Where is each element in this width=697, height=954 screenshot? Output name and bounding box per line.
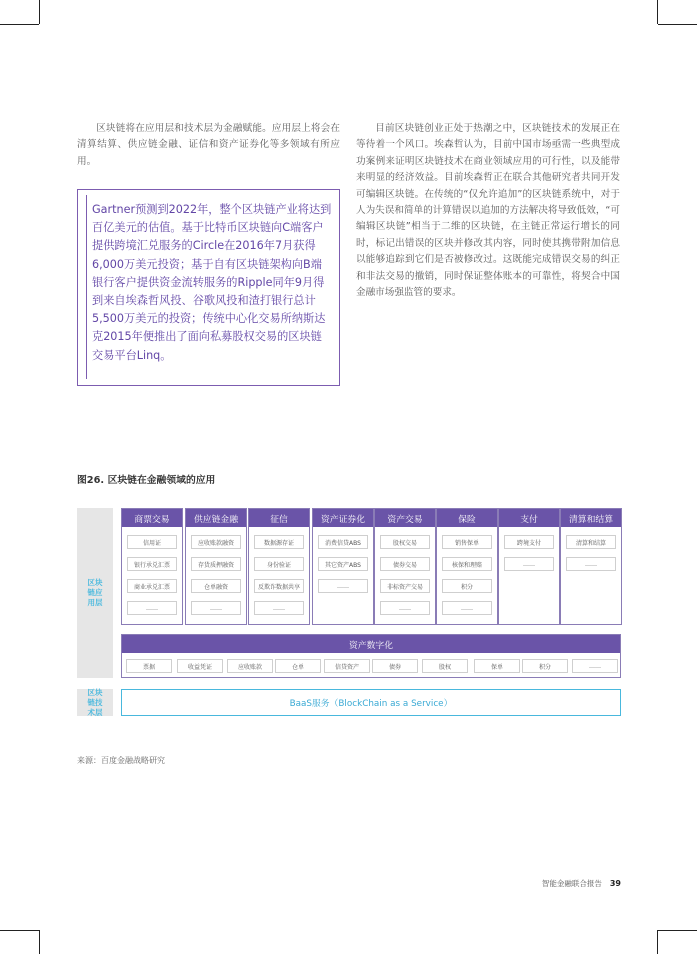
application-item: 其它资产ABS [318,557,368,571]
asset-item: 积分 [522,659,568,673]
application-item: 商业承兑汇票 [127,579,177,593]
crop-mark [658,930,697,931]
application-item: 数据源存证 [254,535,304,549]
application-column [121,508,183,625]
application-item: 销售保单 [442,535,492,549]
crop-mark [0,930,39,931]
application-column [185,508,247,625]
application-item: 股权交易 [380,535,430,549]
asset-digitization-box [121,634,621,678]
column-header: 支付 [499,509,559,527]
quote-bar [86,195,87,379]
asset-digitization-header: 资产数字化 [122,635,620,653]
application-item: 非标资产交易 [380,579,430,593]
application-item: 积分 [442,579,492,593]
application-column [560,508,622,625]
application-item: …… [380,601,430,615]
application-item: …… [318,579,368,593]
application-item: 存货质押融资 [191,557,241,571]
column-header: 供应链金融 [186,509,246,527]
app-layer-label [77,508,113,678]
application-item: 消费信贷ABS [318,535,368,549]
column-header: 清算和结算 [561,509,621,527]
column-header: 商票交易 [122,509,182,527]
application-column [312,508,374,625]
application-item: …… [127,601,177,615]
asset-item: 信贷资产 [324,659,370,673]
application-item: 身份验证 [254,557,304,571]
crop-mark [657,0,658,24]
application-item: …… [191,601,241,615]
application-item: 银行承兑汇票 [127,557,177,571]
crop-mark [39,930,40,954]
asset-item: 债券 [372,659,418,673]
quote-box [77,189,340,386]
asset-item: 仓单 [275,659,321,673]
footer-title: 智能金融联合报告 [541,879,602,888]
application-item: …… [504,557,554,571]
asset-item: 收益凭证 [177,659,223,673]
application-column [498,508,560,625]
asset-item: …… [572,659,618,673]
source-note: 来源：百度金融战略研究 [77,756,165,765]
column-header: 保险 [437,509,497,527]
app-layer-text: 区块链应用层 [87,578,103,607]
application-item: 信用证 [127,535,177,549]
left-paragraph: 区块链将在应用层和技术层为金融赋能。应用层上将会在清算结算、供应链金融、证信和资产证券化等多领域有所应用。 [77,123,340,167]
crop-mark [658,24,697,25]
crop-mark [39,0,40,24]
application-item: 应收账款融资 [191,535,241,549]
quote-text: Gartner预测到2022年，整个区块链产业将达到百亿美元的估值。基于比特币区块链向C端客户提供跨境汇兑服务的Circle在2016年7月获得6,000万美元投资；基于自有区块链架构向B端银行客户提供资金流转服务的Ripple同年9月得到来自埃森哲风投、谷歌风投和渣打银行总计5,500万美元的投资；传统中心化交易所纳斯达克2015年便推出了面向私募股权交易的区块链交易平台Linq。 [92,203,332,362]
application-item: …… [442,601,492,615]
asset-item: 应收账款 [227,659,273,673]
application-column [374,508,436,625]
footer [542,878,621,889]
application-item: 反欺诈数据共享 [254,579,304,593]
column-header: 资产交易 [375,509,435,527]
application-item: …… [254,601,304,615]
crop-mark [0,24,39,25]
asset-item: 保单 [474,659,520,673]
asset-item: 股权 [422,659,468,673]
column-header: 资产证券化 [313,509,373,527]
application-item: 债券交易 [380,557,430,571]
right-paragraph: 目前区块链创业正处于热潮之中，区块链技术的发展正在等待着一个风口。埃森哲认为，目前中国市场亟需一些典型成功案例来证明区块链技术在商业领域应用的可行性，以及能带来明显的经济效益。目前埃森哲正在联合其他研究者共同开发可编辑区块链。在传统的“仅允许追加”的区块链系统中，对于人为失误和简单的计算错误以追加的方法解决将导致低效，“可编辑区块链”相当于二维的区块链，在主链正常运行增长的同时，标记出错误的区块并修改其内容，同时使其携带附加信息以能够追踪到它们是否被修改过。这既能完成错误交易的纠正和非法交易的撤销，同时保证整体账本的可靠性，将契合中国金融市场强监管的要求。 [356,123,621,299]
application-item: …… [566,557,616,571]
application-item: 跨境支付 [504,535,554,549]
asset-item: 票据 [126,659,172,673]
baas-box: BaaS服务（BlockChain as a Service） [121,689,621,716]
application-item: 仓单融资 [191,579,241,593]
crop-mark [657,930,658,954]
application-column [248,508,310,625]
application-column [436,508,498,625]
column-header: 征信 [249,509,309,527]
application-item: 清算和结算 [566,535,616,549]
page-number: 39 [609,879,621,888]
application-item: 核保和理赔 [442,557,492,571]
tech-layer-text: 区块链技术层 [87,687,103,717]
tech-layer-label [77,689,113,716]
figure-title: 图26. 区块链在金融领域的应用 [77,475,216,486]
